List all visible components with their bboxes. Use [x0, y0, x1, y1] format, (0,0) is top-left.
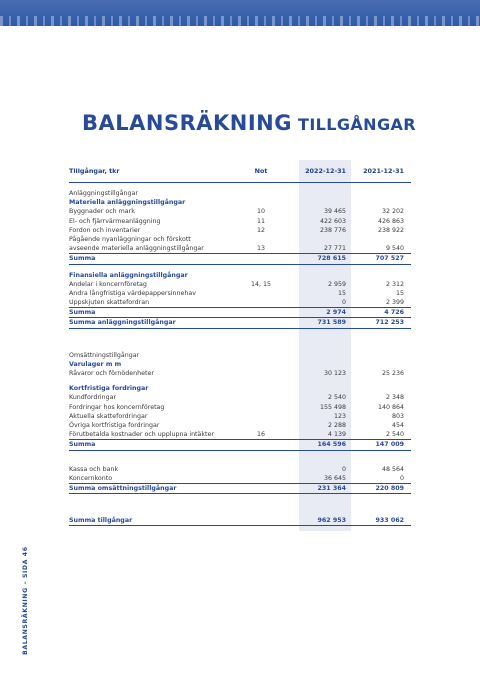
total-row [69, 483, 411, 494]
row-value-2021: 2 540 [385, 431, 404, 439]
row-value-2022: 231 364 [317, 484, 346, 492]
subsection-heading [69, 198, 411, 207]
row-value-2022: 30 123 [323, 370, 346, 377]
balance-sheet-table [69, 160, 411, 526]
row-note: 10 [256, 208, 265, 216]
row-value-2021: 454 [391, 421, 404, 429]
row-note: 14, 15 [250, 280, 272, 288]
row-label: Byggnader och mark [69, 208, 135, 216]
table-row [69, 235, 411, 244]
row-label: Summa [69, 441, 96, 449]
grand-total-row [69, 516, 411, 526]
total-row [69, 318, 411, 328]
row-value-2022: 27 771 [323, 245, 346, 253]
row-label: Pågående nyanläggningar och förskott [69, 235, 191, 243]
table-row [69, 412, 411, 421]
row-note: 11 [256, 217, 265, 225]
title-sub: TILLGÅNGAR [298, 115, 416, 134]
row-label: Kassa och bank [69, 465, 119, 473]
row-value-2022: 238 776 [319, 226, 346, 234]
header-note: Not [254, 167, 268, 175]
row-value-2022: 962 953 [317, 517, 346, 525]
row-label: Summa tillgångar [69, 517, 133, 525]
row-label: Aktuella skattefordringar [69, 412, 148, 420]
row-value-2021: 4 726 [384, 309, 404, 317]
spacer [69, 451, 411, 465]
row-label: Kundfordringar [69, 394, 117, 402]
row-label: El- och fjärrvärmeanläggning [69, 217, 161, 225]
header-banner [0, 0, 480, 26]
row-value-2022: 422 603 [319, 217, 346, 225]
row-value-2021: 9 540 [385, 245, 404, 253]
row-value-2021: 426 863 [377, 217, 404, 225]
row-value-2022: 2 288 [327, 421, 346, 429]
section-heading [69, 189, 411, 198]
row-value-2022: 4 139 [327, 431, 346, 439]
row-value-2022: 0 [341, 299, 346, 307]
table-row [69, 226, 411, 235]
row-label: Summa omsättningstillgångar [69, 484, 177, 492]
row-label: Andra långfristiga värdepappersinnehav [69, 289, 196, 297]
table-row [69, 474, 411, 483]
row-value-2022: 2 974 [326, 309, 346, 317]
subsection-heading [69, 360, 411, 369]
table-row [69, 421, 411, 430]
row-value-2022: 2 959 [327, 280, 346, 288]
header-year-2022: 2022-12-31 [305, 167, 346, 175]
page-title [82, 104, 416, 140]
table-row [69, 393, 411, 402]
row-label: Förutbetalda kostnader och upplupna intäkter [69, 431, 214, 439]
row-value-2021: 0 [399, 474, 404, 482]
header-label: Tillgångar, tkr [69, 167, 120, 175]
spacer [69, 494, 411, 516]
table-row [69, 298, 411, 307]
sum-row [69, 307, 411, 318]
table-row [69, 465, 411, 474]
row-note: 16 [256, 431, 265, 439]
row-value-2021: 220 809 [375, 484, 404, 492]
table-row [69, 403, 411, 412]
row-label: Varulager m m [69, 360, 122, 368]
row-value-2021: 25 236 [381, 370, 404, 377]
row-value-2021: 2 348 [385, 394, 404, 402]
row-value-2021: 803 [391, 412, 404, 420]
row-label: Andelar i koncernföretag [69, 280, 147, 288]
row-value-2021: 48 564 [381, 465, 404, 473]
row-value-2022: 39 465 [323, 208, 346, 216]
row-value-2022: 0 [341, 465, 346, 473]
row-value-2021: 2 312 [385, 280, 404, 288]
row-value-2021: 933 062 [375, 517, 404, 525]
page-side-label: BALANSRÄKNING – SIDA 46 [22, 546, 29, 655]
row-label: Uppskjuten skattefordran [69, 299, 150, 307]
row-label: avseende materiella anläggningstillgångar [69, 245, 204, 253]
row-value-2021: 2 399 [385, 299, 404, 307]
row-value-2022: 164 596 [317, 441, 346, 449]
row-value-2022: 123 [333, 412, 346, 420]
table-row [69, 369, 411, 378]
row-label: Summa anläggningstillgångar [69, 319, 176, 327]
row-label: Finansiella anläggningstillgångar [69, 271, 188, 279]
row-label: Kortfristiga fordringar [69, 385, 149, 393]
spacer [69, 329, 411, 351]
table-row [69, 280, 411, 289]
row-value-2022: 15 [337, 289, 346, 297]
row-label: Omsättningstillgångar [69, 351, 140, 359]
header-year-2021: 2021-12-31 [363, 167, 404, 175]
row-label: Summa [69, 309, 96, 317]
row-label: Övriga kortfristiga fordringar [69, 421, 160, 429]
row-value-2021: 147 009 [375, 441, 404, 449]
row-label: Materiella anläggningstillgångar [69, 199, 186, 207]
title-main: BALANSRÄKNING [82, 111, 292, 135]
table-row [69, 289, 411, 298]
sum-row [69, 253, 411, 264]
row-value-2021: 238 922 [377, 226, 404, 234]
row-label: Koncernkonto [69, 474, 113, 482]
row-value-2022: 36 645 [323, 474, 346, 482]
row-value-2021: 32 202 [381, 208, 404, 216]
row-label: Fordon och inventarier [69, 226, 141, 234]
row-value-2022: 731 589 [317, 319, 346, 327]
row-value-2021: 140 864 [377, 403, 404, 411]
section-heading [69, 351, 411, 360]
row-label: Summa [69, 255, 96, 263]
row-value-2021: 707 527 [375, 255, 404, 263]
row-value-2021: 712 253 [375, 319, 404, 327]
table-row [69, 244, 411, 253]
row-note: 12 [256, 226, 265, 234]
banner-skyline-image [0, 16, 480, 26]
subsection-heading [69, 271, 411, 280]
row-value-2021: 15 [395, 289, 404, 297]
row-note: 13 [256, 245, 265, 253]
row-label: Råvaror och förnödenheter [69, 370, 154, 377]
table-header [69, 160, 411, 183]
subsection-heading [69, 384, 411, 393]
table-row [69, 217, 411, 226]
row-value-2022: 155 498 [319, 403, 346, 411]
sum-row [69, 439, 411, 450]
row-label: Anläggningstillgångar [69, 190, 138, 197]
table-row [69, 207, 411, 216]
row-value-2022: 2 540 [327, 394, 346, 402]
row-value-2022: 728 615 [317, 255, 346, 263]
row-label: Fordringar hos koncernföretag [69, 403, 165, 411]
table-row [69, 430, 411, 439]
